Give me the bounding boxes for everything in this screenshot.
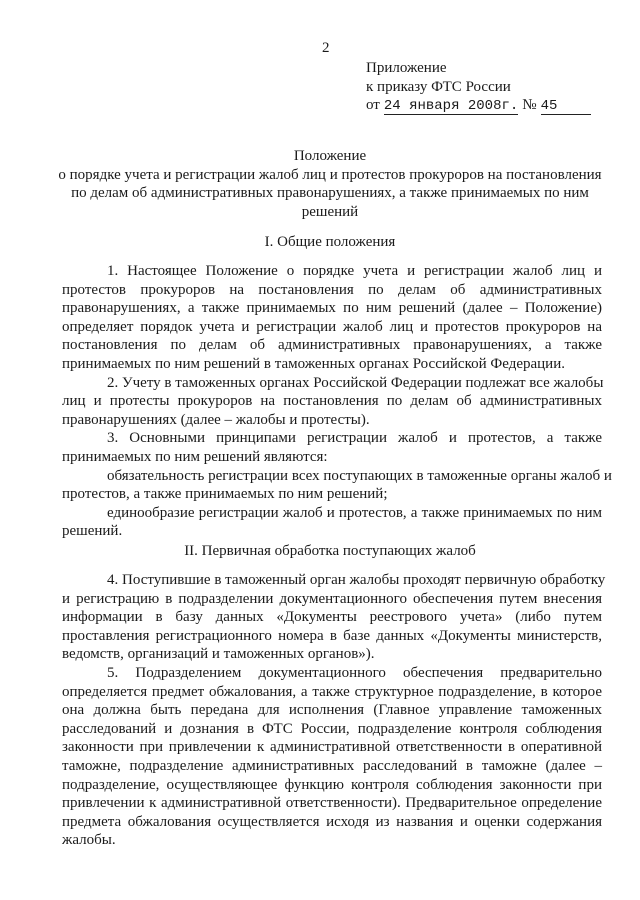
- title-heading: Положение: [293, 148, 367, 164]
- paragraph-line: решений.: [62, 523, 123, 540]
- paragraph-line: обязательность регистрации всех поступающих в таможенные органы жалоб и: [107, 467, 612, 484]
- paragraph-line: лиц и протесты прокуроров на постановления по делам об административных: [62, 393, 602, 410]
- paragraph-line: 2. Учету в таможенных органах Российской Федерации подлежат все жалобы: [107, 374, 604, 391]
- paragraph-line: 4. Поступившие в таможенный орган жалобы проходят первичную обработку: [107, 572, 606, 588]
- title-line: по делам об административных правонарушениях, а также принимаемых по ним: [71, 185, 589, 202]
- paragraph-line: протестов прокуроров на постановления по делам об административных: [62, 281, 602, 298]
- paragraph-line: законности при привлечении к административной ответственности в оперативной: [62, 739, 602, 756]
- section-2-body: [62, 571, 606, 850]
- page-number: 2: [322, 40, 330, 56]
- paragraph-line: привлечении к административной ответственности). Предварительное определение: [62, 795, 602, 812]
- paragraph-line: 3. Основными принципами регистрации жалоб и протестов, а также: [107, 430, 602, 447]
- paragraph-line: проставления регистрационного номера в базе данных «Документы министерств,: [62, 627, 602, 644]
- paragraph-line: ведомств, организаций и таможенных органов»).: [62, 646, 375, 663]
- paragraph-line: определяет порядок учета и регистрации жалоб лиц и протестов прокуроров на: [62, 318, 602, 335]
- order-date: 24 января 2008г.: [383, 98, 519, 115]
- appendix-title: Приложение: [366, 60, 447, 76]
- paragraph-line: информации в базу данных «Документы реестрового учета» (либо путем: [62, 609, 602, 626]
- paragraph-line: правонарушениях (далее – жалобы и протесты).: [62, 411, 370, 428]
- section-2-heading: II. Первичная обработка поступающих жалоб: [184, 543, 476, 559]
- paragraph-line: подразделение, осуществляющее функцию контроля соблюдения законности при: [62, 776, 602, 793]
- paragraph-line: и регистрацию в подразделении документационного обеспечения путем внесения: [62, 590, 602, 607]
- paragraph-line: постановления по делам об административных правонарушениях, а также: [62, 337, 602, 354]
- section-1-heading: I. Общие положения: [264, 234, 396, 250]
- appendix-date-line: [366, 96, 591, 115]
- paragraph: [62, 571, 606, 664]
- order-number: 45: [541, 99, 591, 115]
- paragraph: [62, 374, 602, 430]
- paragraph: [62, 504, 602, 541]
- title-line: о порядке учета и регистрации жалоб лиц и протестов прокуроров на постановления: [58, 166, 602, 183]
- number-prefix: №: [522, 97, 537, 114]
- paragraph-line: предмета обжалования осуществляется исходя из названия и оценки содержания: [62, 813, 602, 830]
- paragraph-line: 5. Подразделением документационного обеспечения предварительно: [107, 664, 602, 681]
- paragraph-line: 1. Настоящее Положение о порядке учета и регистрации жалоб лиц и: [107, 263, 602, 279]
- paragraph: [62, 664, 602, 850]
- paragraph-line: определяется предмет обжалования, а также структурное подразделение, в которое: [62, 683, 602, 700]
- section-1-body: [62, 262, 612, 541]
- paragraph: [62, 262, 602, 374]
- document-title: [30, 147, 630, 221]
- appendix-order: к приказу ФТС России: [366, 78, 511, 95]
- paragraph-line: протестов, а также принимаемых по ним решений;: [62, 486, 388, 503]
- date-prefix: от: [366, 97, 380, 114]
- appendix-block: [366, 59, 591, 115]
- title-line: решений: [301, 203, 359, 220]
- paragraph-line: правонарушениях, а также принимаемых по ним решений (далее – Положение): [62, 300, 602, 317]
- paragraph-line: она должна быть передана для исполнения (Главное управление таможенных: [62, 702, 602, 719]
- paragraph-line: расследований и дознания в ФТС России, подразделение контроля соблюдения: [62, 720, 602, 737]
- paragraph-line: единообразие регистрации жалоб и протестов, а также принимаемых по ним: [107, 504, 602, 521]
- paragraph: [62, 429, 602, 466]
- paragraph-line: жалобы.: [62, 832, 116, 849]
- paragraph: [62, 467, 612, 504]
- paragraph-line: таможне, подразделение административных расследований в таможне (далее –: [62, 757, 602, 774]
- paragraph-line: принимаемых по ним решений являются:: [62, 448, 328, 465]
- paragraph-line: принимаемых по ним решений в таможенных органах Российской Федерации.: [62, 355, 565, 372]
